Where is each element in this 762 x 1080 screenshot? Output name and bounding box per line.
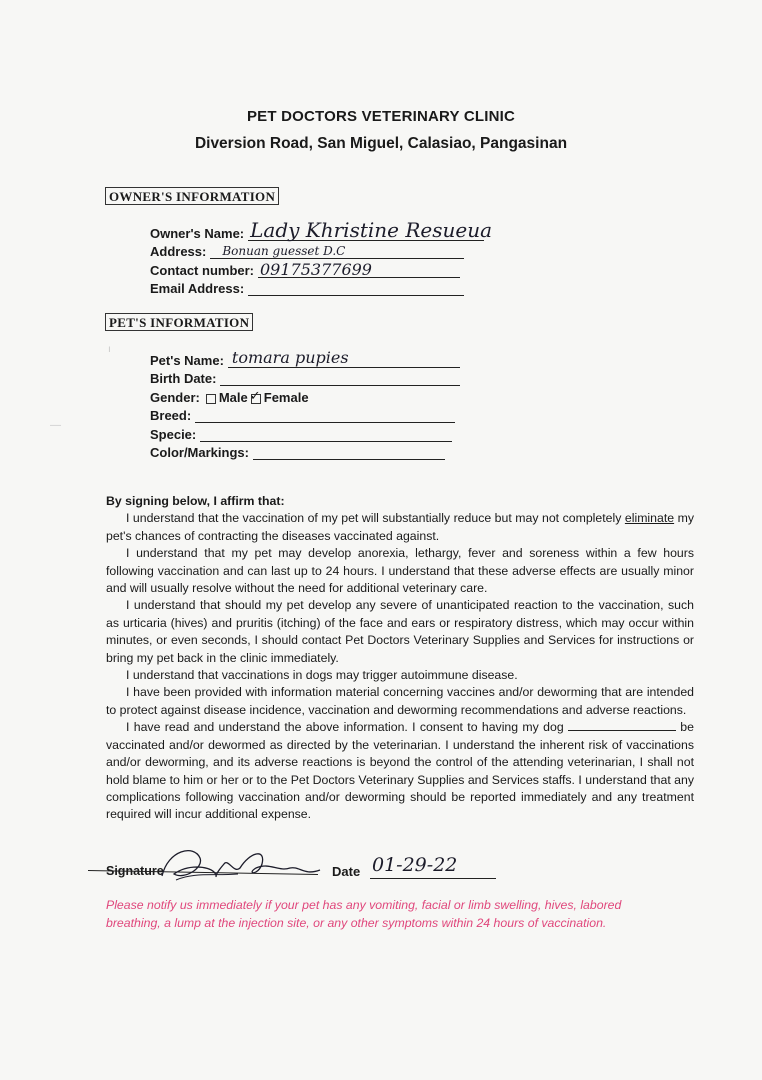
owner-section-heading: OWNER'S INFORMATION <box>105 187 279 205</box>
dog-name-blank[interactable] <box>568 719 676 731</box>
pet-name-label: Pet's Name: <box>150 352 224 368</box>
pet-section-heading: PET'S INFORMATION <box>105 313 253 331</box>
owner-name-field[interactable] <box>248 217 493 242</box>
color-markings-field[interactable] <box>253 445 445 460</box>
affirmation-paragraph-1 <box>106 510 694 545</box>
owner-name-value: Lady Khristine Resueua <box>250 217 493 242</box>
date-field[interactable] <box>370 878 496 879</box>
scan-mark: –– <box>50 420 62 431</box>
clinic-address: Diversion Road, San Miguel, Calasiao, Pangasinan <box>194 135 568 152</box>
color-markings-label: Color/Markings: <box>150 445 249 460</box>
gender-row <box>150 386 460 405</box>
female-option-label: Female <box>263 389 309 405</box>
pet-fields <box>150 349 460 460</box>
contact-row <box>150 259 484 278</box>
male-option-label: Male <box>218 389 248 405</box>
specie-field[interactable] <box>200 427 452 442</box>
p1-text-b: my pet's chances of contracting the diseases vaccinated against. <box>106 511 695 543</box>
breed-field[interactable] <box>195 408 455 423</box>
clinic-header <box>0 108 762 153</box>
affirmation-paragraph-3: I understand that should my pet develop any severe of unanticipated reaction to the vaccination, such as urticaria (hives) and pruritis (itching) of the face and ears or respiratory distress, which may occur within minutes, or even seconds, I should contact Pet Doctors Veterinary Supplies and Services for instructions or bring my pet back in the clinic immediately. <box>106 598 694 665</box>
signature-row <box>106 852 506 882</box>
email-label: Email Address: <box>150 281 245 296</box>
affirmation-lead: By signing below, I affirm that: <box>106 494 285 508</box>
scan-mark: ı <box>108 344 111 355</box>
affirmation-paragraph-2: I understand that my pet may develop anorexia, lethargy, fever and soreness within a few hours following vaccination and can last up to 24 hours. I understand that these adverse effects are usually minor and will usually resolve without the need for additional veterinary care. <box>106 546 694 596</box>
owner-name-label: Owner's Name: <box>150 225 245 241</box>
owner-fields <box>150 217 493 296</box>
signature-label: Signature <box>106 864 164 878</box>
check-mark-icon: ✓ <box>249 388 261 404</box>
clinic-name: PET DOCTORS VETERINARY CLINIC <box>246 108 516 125</box>
contact-value: 09175377699 <box>260 259 372 279</box>
birth-date-label: Birth Date: <box>150 371 217 386</box>
p1-underlined: eliminate <box>624 511 675 526</box>
p1-text-a: I understand that the vaccination of my pet will substantially reduce but may not completely <box>126 511 625 526</box>
email-field[interactable] <box>248 281 464 296</box>
p6-text-a: I have read and understand the above information. I consent to having my dog <box>126 720 568 735</box>
affirmation-paragraph-6 <box>106 719 694 823</box>
specie-label: Specie: <box>150 426 197 442</box>
handwritten-signature <box>154 846 324 886</box>
breed-label: Breed: <box>150 408 192 423</box>
male-checkbox[interactable] <box>206 394 216 404</box>
contact-field[interactable] <box>258 259 460 279</box>
birth-date-field[interactable] <box>220 371 460 386</box>
p6-text-b: be vaccinated and/or dewormed as directed by the veterinarian. I understand the inherent risk of vaccinations and/or deworming, and its adverse reactions is beyond the control of the attending veterinarian, I shall not hold blame to him or her or to the Pet Doctors Veterinary Supplies and Services staffs. I understand that any complications following vaccination and/or deworming should be reported immediately and any treatment required will incur additional expense. <box>106 720 694 822</box>
birth-date-row <box>150 368 460 387</box>
pet-name-field[interactable] <box>228 347 460 368</box>
email-row <box>150 278 484 297</box>
address-value: Bonuan guesset D.C <box>222 244 346 258</box>
owner-name-row <box>150 217 493 242</box>
address-row <box>150 241 484 260</box>
breed-row <box>150 405 460 424</box>
pet-name-value: tomara pupies <box>231 347 349 367</box>
specie-row <box>150 423 460 442</box>
contact-label: Contact number: <box>150 262 254 278</box>
address-label: Address: <box>150 244 207 259</box>
pet-name-row <box>150 349 460 368</box>
date-label: Date <box>332 864 361 879</box>
address-field[interactable] <box>210 244 464 259</box>
affirmation-paragraph-4: I understand that vaccinations in dogs may trigger autoimmune disease. <box>126 668 518 683</box>
female-checkbox[interactable] <box>249 388 261 404</box>
affirmation-text <box>106 493 694 824</box>
notice-text: Please notify us immediately if your pet has any vomiting, facial or limb swelling, hives, labored breathing, a lump at the injection site, or any other symptoms within 24 hours of vaccination. <box>106 898 622 930</box>
color-markings-row <box>150 442 460 461</box>
affirmation-paragraph-5: I have been provided with information material concerning vaccines and/or deworming that are intended to protect against disease incidence, vaccination and deworming recommendations and adverse reactions. <box>106 685 694 717</box>
gender-label: Gender: <box>150 389 200 405</box>
date-value: 01-29-22 <box>372 854 458 876</box>
